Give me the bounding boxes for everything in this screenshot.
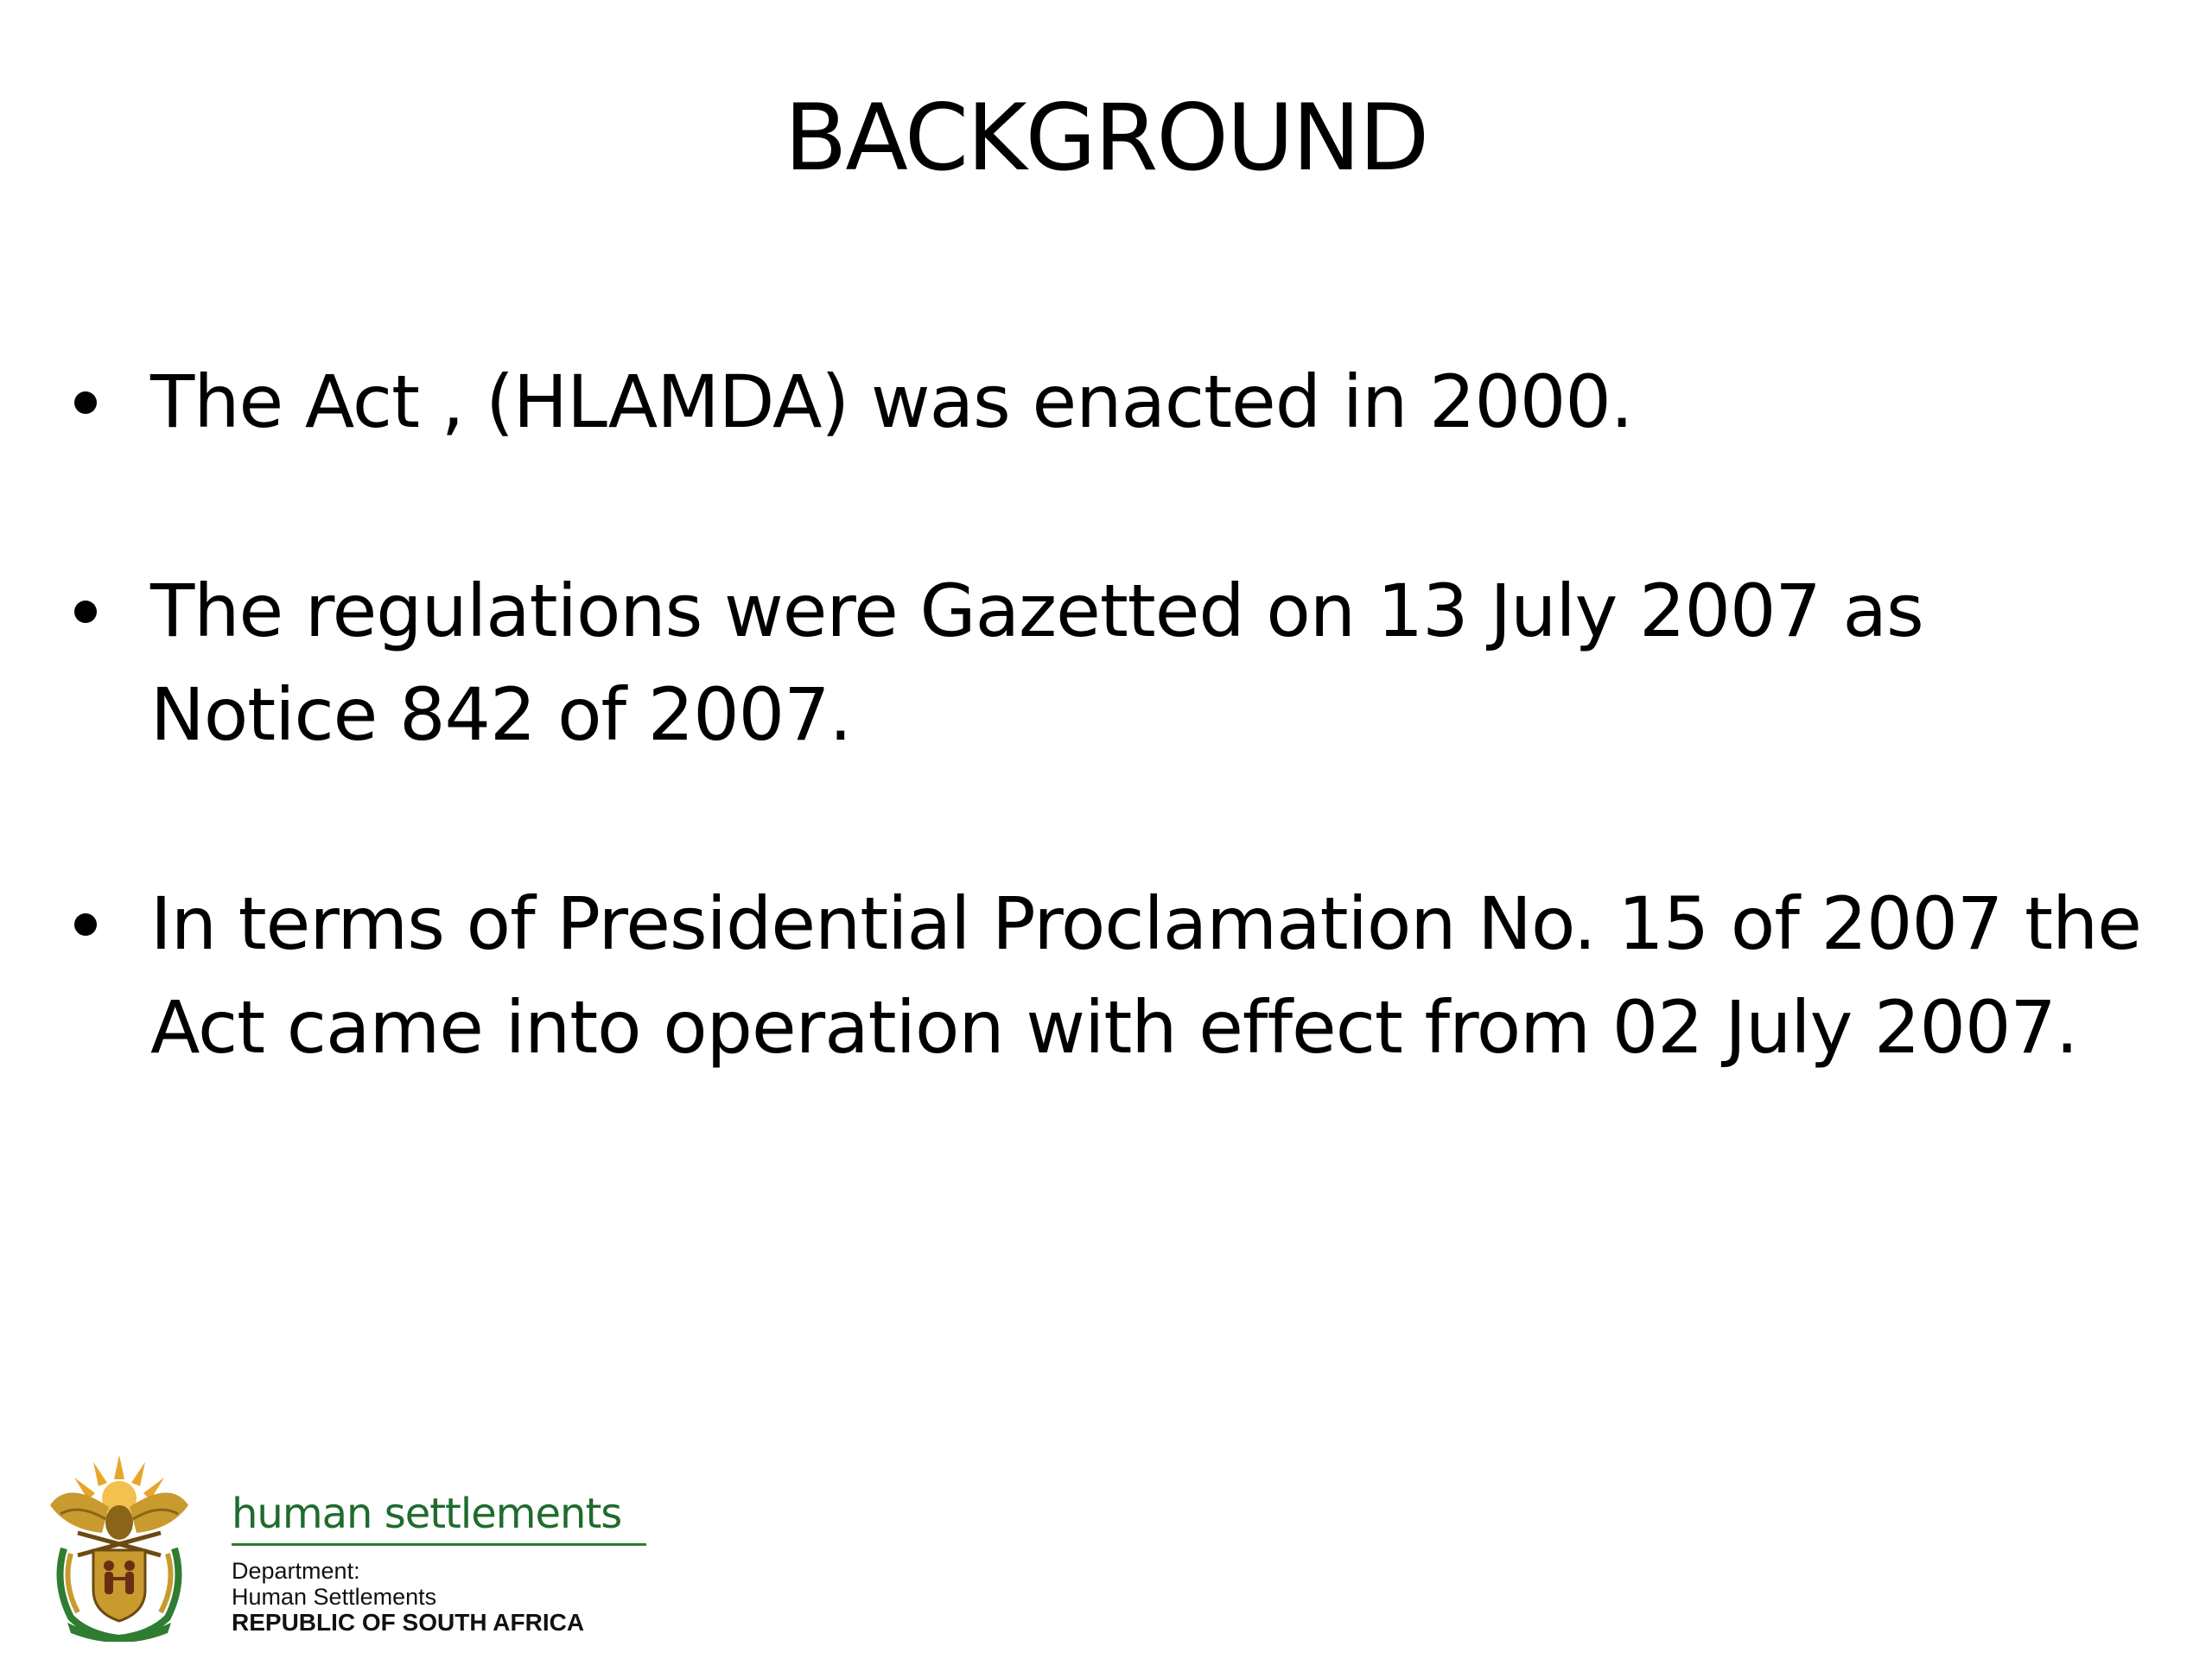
bullet-item [60, 350, 2169, 454]
coat-of-arms-icon [41, 1453, 197, 1642]
bullet-text: The regulations were Gazetted on 13 July 2007 as Notice 842 of 2007. [150, 569, 1923, 757]
department-brand: human settlements [232, 1490, 622, 1538]
bullet-item [60, 872, 2169, 1079]
department-footer [41, 1445, 664, 1643]
bullet-item [60, 559, 2169, 766]
bullet-text: The Act , (HLAMDA) was enacted in 2000. [150, 359, 1633, 444]
bullet-dot-icon [74, 601, 97, 623]
brand-divider [232, 1543, 646, 1546]
bullet-dot-icon [74, 913, 97, 936]
department-name: Human Settlements [232, 1584, 437, 1610]
country-name: REPUBLIC OF SOUTH AFRICA [232, 1609, 585, 1636]
bullet-list [60, 350, 2169, 1079]
bullet-text: In terms of Presidential Proclamation No. 15 of 2007 the Act came into operation with effect from 02 July 2007. [150, 881, 2141, 1070]
slide-title: BACKGROUND [784, 85, 1428, 191]
bullet-dot-icon [74, 391, 97, 414]
department-text-block [232, 1488, 664, 1636]
department-label: Department: [232, 1558, 360, 1584]
